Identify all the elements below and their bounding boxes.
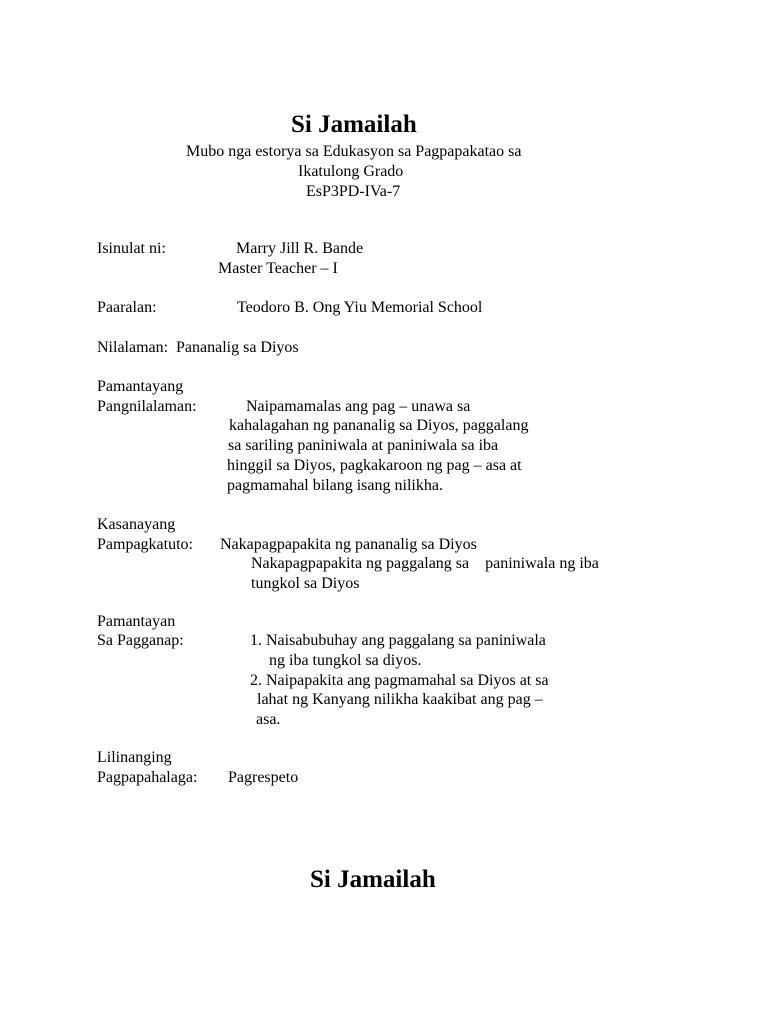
author-position: Master Teacher – I bbox=[218, 260, 338, 277]
author-name: Marry Jill R. Bande bbox=[236, 240, 364, 257]
content-label: Nilalaman: bbox=[97, 339, 169, 356]
content-standard-line: kahalagahan ng pananalig sa Diyos, paggalang bbox=[229, 417, 529, 434]
document-title: Si Jamailah bbox=[291, 111, 417, 138]
performance-standard-line: 2. Naipapakita ang pagmamahal sa Diyos at sa bbox=[250, 672, 549, 689]
performance-standard-label: Pamantayan bbox=[97, 613, 176, 630]
content-standard-label: Pamantayang bbox=[97, 378, 184, 395]
values-value: Pagrespeto bbox=[228, 769, 299, 786]
competency-code: EsP3PD-IVa-7 bbox=[306, 183, 401, 200]
values-label: Lilinanging bbox=[97, 749, 172, 766]
content-standard-line: sa sariling paniniwala at paniniwala sa iba bbox=[228, 437, 499, 454]
performance-standard-line: 1. Naisabubuhay ang paggalang sa paniniwala bbox=[250, 632, 546, 649]
content-value: Pananalig sa Diyos bbox=[176, 339, 299, 356]
learning-competency-line: Nakapagpapakita ng pananalig sa Diyos bbox=[220, 536, 477, 553]
learning-competency-line: Nakapagpapakita ng paggalang sa paniniwala ng iba bbox=[251, 555, 599, 572]
performance-standard-line: lahat ng Kanyang nilikha kaakibat ang pag – bbox=[257, 691, 543, 708]
content-standard-line: hinggil sa Diyos, pagkakaroon ng pag – asa at bbox=[227, 457, 522, 474]
learning-competency-line: tungkol sa Diyos bbox=[251, 575, 360, 592]
performance-standard-label: Sa Pagganap: bbox=[97, 632, 184, 649]
subtitle-grade: Ikatulong Grado bbox=[298, 163, 404, 180]
values-label: Pagpapahalaga: bbox=[97, 769, 198, 786]
learning-competency-label: Kasanayang bbox=[97, 516, 176, 533]
school-value: Teodoro B. Ong Yiu Memorial School bbox=[237, 299, 483, 316]
performance-standard-line: asa. bbox=[256, 711, 281, 728]
author-label: Isinulat ni: bbox=[97, 240, 166, 257]
content-standard-label: Pangnilalaman: bbox=[97, 398, 197, 415]
story-title: Si Jamailah bbox=[310, 866, 436, 893]
learning-competency-label: Pampagkatuto: bbox=[97, 536, 193, 553]
subtitle-line: Mubo nga estorya sa Edukasyon sa Pagpapakatao sa bbox=[186, 143, 522, 160]
school-label: Paaralan: bbox=[97, 299, 157, 316]
content-standard-line: pagmamahal bilang isang nilikha. bbox=[227, 477, 443, 494]
performance-standard-line: ng iba tungkol sa diyos. bbox=[269, 652, 422, 669]
content-standard-line: Naipamamalas ang pag – unawa sa bbox=[246, 398, 471, 415]
